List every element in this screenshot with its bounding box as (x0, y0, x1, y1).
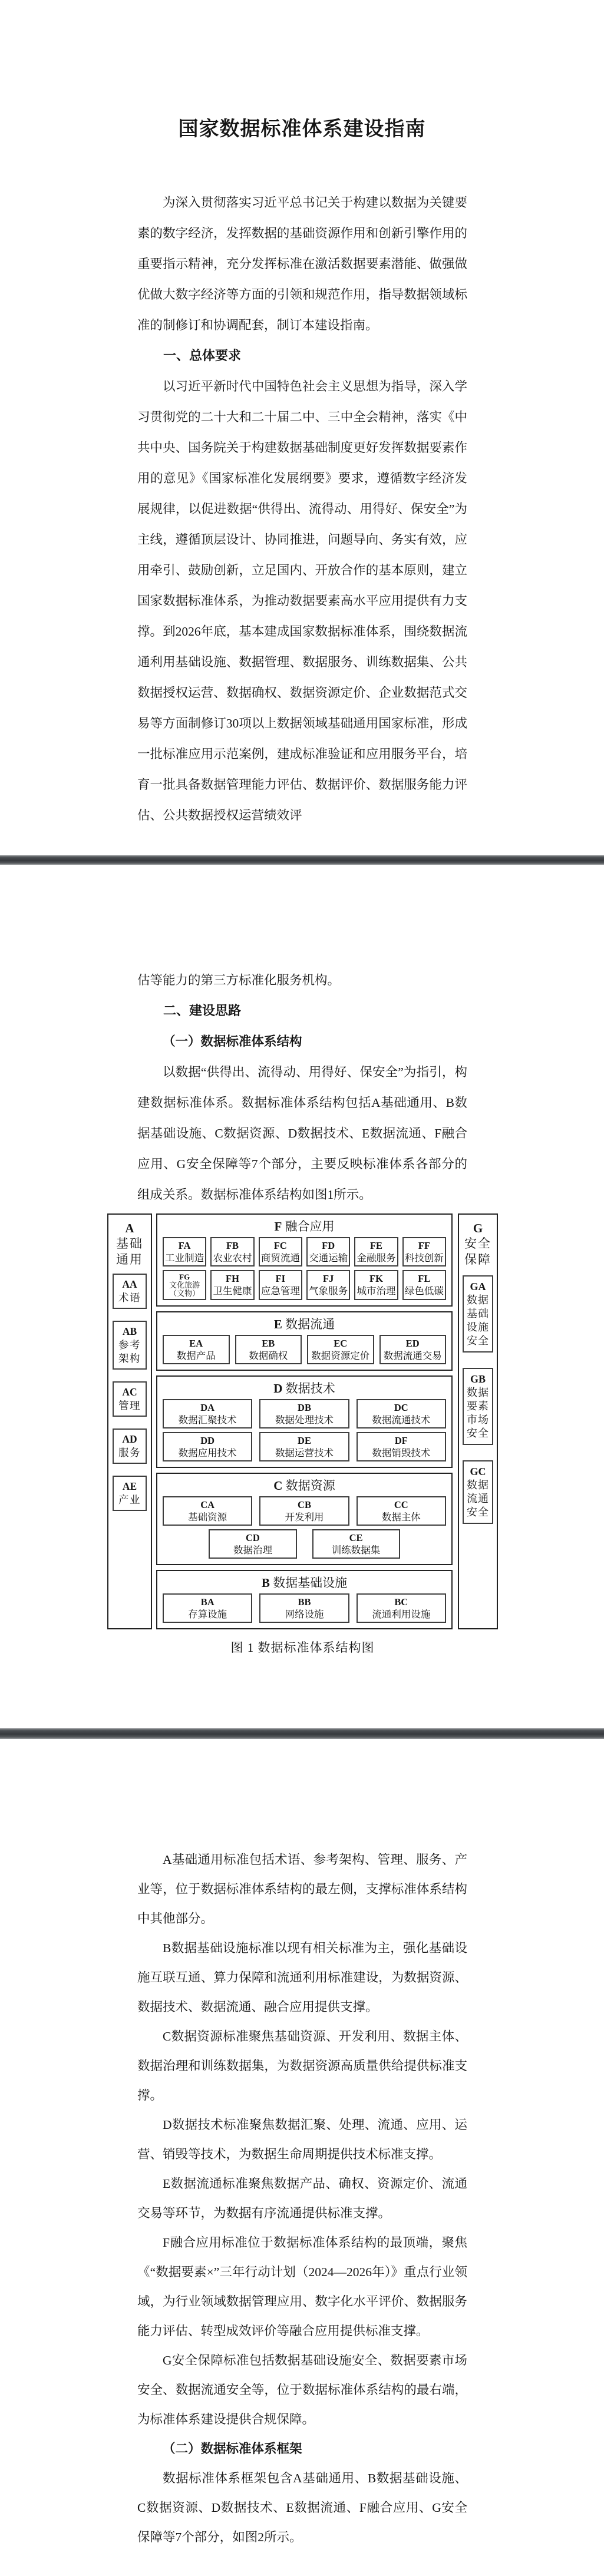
figure-box-ba: BA 存算设施 (163, 1593, 252, 1623)
page-3 (0, 1739, 604, 2576)
paragraph-c-resources: C数据资源标准聚焦基础资源、开发利用、数据主体、数据治理和训练数据集，为数据资源高质量供给提供标准支撑。 (137, 2029, 467, 2102)
figure-box-ac: AC 管理 (113, 1381, 147, 1417)
figure-1-structure-diagram (107, 1213, 498, 1629)
figure-box-ce: CE 训练数据集 (312, 1529, 400, 1559)
column-g-title: G 安全保障 (464, 1221, 491, 1266)
figure-box-da: DA 数据汇聚技术 (163, 1399, 252, 1428)
paragraph-a-general: A基础通用标准包括术语、参考架构、管理、服务、产业等，位于数据标准体系结构的最左侧，支撑标准体系结构中其他部分。 (137, 1853, 467, 1926)
page-separator (0, 1728, 604, 1739)
figure-section-e (156, 1311, 453, 1371)
figure-box-fd: FD 交通运输 (306, 1237, 350, 1266)
figure-box-cd: CD 数据治理 (209, 1529, 296, 1559)
figure-box-de: DE 数据运营技术 (259, 1432, 349, 1461)
figure-section-d (156, 1375, 453, 1468)
figure-box-fc: FC 商贸流通 (259, 1237, 302, 1266)
document-title: 国家数据标准体系建设指南 (178, 118, 426, 140)
figure-section-c (156, 1473, 453, 1565)
figure-section-b (156, 1570, 453, 1629)
paragraph-d-technology: D数据技术标准聚焦数据汇聚、处理、流通、应用、运营、销毁等技术，为数据生命周期提供技术标准支撑。 (137, 2118, 467, 2161)
figure-box-fi: FI 应急管理 (259, 1270, 302, 1300)
figure-box-ab: AB 参考架构 (113, 1321, 147, 1370)
page-2 (0, 865, 604, 1728)
figure-box-ga: GA 数据基础设施安全 (463, 1275, 493, 1353)
figure-box-cb: CB 开发利用 (259, 1496, 349, 1526)
figure-box-dd: DD 数据应用技术 (163, 1432, 252, 1461)
page-separator (0, 855, 604, 865)
figure-box-db: DB 数据处理技术 (259, 1399, 349, 1428)
section-f-title: F 融合应用 (274, 1219, 335, 1234)
paragraph-e-circulation: E数据流通标准聚焦数据产品、确权、资源定价、流通交易等环节，为数据有序流通提供标准支撑。 (137, 2177, 467, 2220)
paragraph-overall-part1: 以习近平新时代中国特色社会主义思想为指导，深入学习贯彻党的二十大和二十届二中、三中全会精神，落实《中共中央、国务院关于构建数据基础制度更好发挥数据要素作用的意见》《国家标准化发展纲要》要求，遵循数字经济发展规律，以促进数据“供得出、流得动、用得好、保安全”为主线，遵循顶层设计、协同推进，问题导向、务实有效，应用牵引、鼓励创新，立足国内、开放合作的基本原则，建立国家数据标准体系，为推动数据要素高水平应用提供有力支撑。到2026年底，基本建成国家数据标准体系，围绕数据流通利用基础设施、数据管理、数据服务、训练数据集、公共数据授权运营、数据确权、数据资源定价、企业数据范式交易等方面制修订30项以上数据领域基础通用国家标准，形成一批标准应用示范案例，建成标准验证和应用服务平台，培育一批具备数据管理能力评估、数据评价、数据服务能力评估、公共数据授权运营绩效评 (137, 379, 467, 822)
figure-box-df: DF 数据销毁技术 (357, 1432, 446, 1461)
heading-construction-approach: 二、建设思路 (163, 1003, 242, 1018)
figure-box-bc: BC 流通利用设施 (357, 1593, 446, 1623)
figure-box-gb: GB 数据要素市场安全 (463, 1368, 493, 1445)
paragraph-system-structure: 以数据“供得出、流得动、用得好、保安全”为指引，构建数据标准体系。数据标准体系结构包括A基础通用、B数据基础设施、C数据资源、D数据技术、E数据流通、F融合应用、G安全保障等7个部分，主要反映标准体系各部分的组成关系。数据标准体系结构如图1所示。 (137, 1065, 467, 1202)
section-c-title: C 数据资源 (273, 1479, 335, 1493)
figure-box-eb: EB 数据确权 (235, 1335, 302, 1364)
figure-section-f (156, 1213, 453, 1307)
section-e-title: E 数据流通 (273, 1317, 335, 1331)
paragraph-overall-part2: 估等能力的第三方标准化服务机构。 (137, 973, 341, 987)
figure-box-bb: BB 网络设施 (259, 1593, 349, 1623)
paragraph-f-application: F融合应用标准位于数据标准体系结构的最顶端，聚焦《“数据要素×”三年行动计划（2024—2026年）》重点行业领域，为行业领域数据管理应用、数字化水平评价、数据服务能力评估、转型成效评价等融合应用提供标准支撑。 (137, 2236, 467, 2338)
figure-box-fh: FH 卫生健康 (210, 1270, 254, 1300)
figure-column-a (107, 1213, 152, 1629)
figure-box-cc: CC 数据主体 (357, 1496, 446, 1526)
paragraph-intro: 为深入贯彻落实习近平总书记关于构建以数据为关键要素的数字经济，发挥数据的基础资源作用和创新引擎作用的重要指示精神，充分发挥标准在激活数据要素潜能、做强做优做大数字经济等方面的引领和规范作用，指导数据领域标准的制修订和协调配套，制订本建设指南。 (137, 196, 467, 332)
figure-box-fl: FL 绿色低碳 (402, 1270, 446, 1300)
figure-box-fj: FJ 气象服务 (306, 1270, 350, 1300)
figure-box-fb: FB 农业农村 (210, 1237, 254, 1266)
figure-box-ff: FF 科技创新 (402, 1237, 446, 1266)
figure-box-fg: FG 文化旅游 （文物） (163, 1270, 206, 1300)
page-1 (0, 0, 604, 855)
figure-box-fe: FE 金融服务 (354, 1237, 398, 1266)
figure-box-aa: AA 术语 (113, 1274, 147, 1309)
figure-box-fa: FA 工业制造 (163, 1237, 206, 1266)
figure-box-ae: AE 产业 (113, 1476, 147, 1511)
figure-box-ec: EC 数据资源定价 (307, 1335, 374, 1364)
subheading-system-framework: （二）数据标准体系框架 (163, 2442, 302, 2456)
figure-box-ca: CA 基础资源 (163, 1496, 252, 1526)
figure-box-gc: GC 数据流通安全 (463, 1460, 493, 1524)
paragraph-b-infrastructure: B数据基础设施标准以现有相关标准为主，强化基础设施互联互通、算力保障和流通利用标准建设，为数据资源、数据技术、数据流通、融合应用提供支撑。 (137, 1941, 467, 2014)
section-d-title: D 数据技术 (273, 1381, 335, 1396)
heading-overall-requirements: 一、总体要求 (163, 348, 242, 363)
section-b-title: B 数据基础设施 (261, 1576, 348, 1590)
column-a-title: A 基础通用 (116, 1221, 143, 1266)
paragraph-g-security: G安全保障标准包括数据基础设施安全、数据要素市场安全、数据流通安全等，位于数据标准体系结构的最右端，为标准体系建设提供合规保障。 (137, 2353, 467, 2426)
figure-column-g (458, 1213, 498, 1629)
subheading-system-structure: （一）数据标准体系结构 (163, 1034, 302, 1049)
figure-box-ad: AD 服务 (113, 1428, 147, 1464)
figure-box-ea: EA 数据产品 (163, 1335, 230, 1364)
figure-box-fk: FK 城市治理 (354, 1270, 398, 1300)
figure-box-ed: ED 数据流通交易 (379, 1335, 447, 1364)
figure-box-dc: DC 数据流通技术 (357, 1399, 446, 1428)
paragraph-framework: 数据标准体系框架包含A基础通用、B数据基础设施、C数据资源、D数据技术、E数据流通、F融合应用、G安全保障等7个部分，如图2所示。 (137, 2471, 467, 2544)
figure-1-caption: 图 1 数据标准体系结构图 (230, 1641, 375, 1655)
